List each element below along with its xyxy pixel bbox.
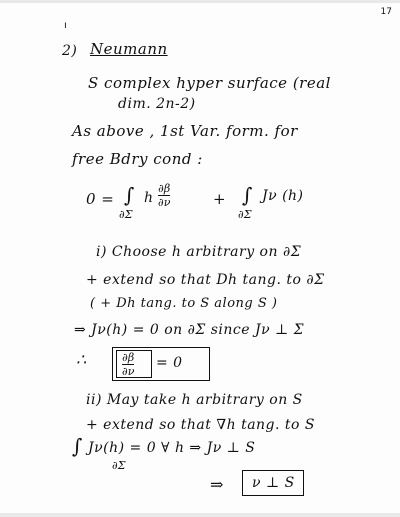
bottom-scan-edge xyxy=(0,513,400,517)
page-number: 17 xyxy=(380,7,392,17)
line-first-var-form: As above , 1st Var. form. for xyxy=(72,122,298,140)
line-complex-hypersurface: S complex hyper surface (real xyxy=(88,74,331,92)
integral-sign-1: ∫ xyxy=(124,183,135,207)
boxed-equals-zero: = 0 xyxy=(156,355,183,371)
boxed-fraction-numerator: ∂β xyxy=(122,351,135,364)
line-integral-zero: Jν(h) = 0 ∀ h ⇒ Jν ⊥ S xyxy=(88,440,256,456)
integral-domain-2: ∂Σ xyxy=(238,208,252,221)
line-extend-grad-h: + extend so that ∇h tang. to S xyxy=(86,417,316,433)
fraction-numerator: ∂β xyxy=(158,182,171,195)
line-extend-dh: + extend so that Dh tang. to ∂Σ xyxy=(86,272,325,288)
final-result-nu-perp-s: ν ⊥ S xyxy=(252,475,295,491)
top-scan-edge xyxy=(0,0,400,3)
eq-fraction-dbeta-dnu xyxy=(158,183,170,208)
therefore-symbol: ∴ xyxy=(76,350,87,369)
line-dh-tang-along-s: ( + Dh tang. to S along S ) xyxy=(90,296,278,311)
fraction-denominator: ∂ν xyxy=(158,196,171,209)
eq-h: h xyxy=(144,190,154,206)
line-may-take-h: ii) May take h arbitrary on S xyxy=(86,392,303,408)
final-implies-arrow: ⇒ xyxy=(210,475,224,494)
integral-sign-3: ∫ xyxy=(72,434,83,458)
line-jv-zero: ⇒ Jν(h) = 0 on ∂Σ since Jν ⊥ Σ xyxy=(74,322,305,338)
integral-domain-1: ∂Σ xyxy=(119,208,133,221)
eq-lhs: 0 = xyxy=(86,190,115,208)
eq-rhs: Jν (h) xyxy=(262,188,304,204)
section-title: Neumann xyxy=(90,40,168,58)
line-real-dim: dim. 2n-2) xyxy=(118,96,196,112)
line-free-bdry-cond: free Bdry cond : xyxy=(72,150,203,168)
integral-domain-3: ∂Σ xyxy=(112,459,126,472)
line-choose-h: i) Choose h arbitrary on ∂Σ xyxy=(96,244,302,260)
boxed-fraction-denominator: ∂ν xyxy=(122,365,135,378)
boxed-fraction-dbeta-dnu xyxy=(122,352,134,377)
eq-plus: + xyxy=(213,190,227,208)
margin-tick-mark: ı xyxy=(64,20,67,31)
integral-sign-2: ∫ xyxy=(242,183,253,207)
section-number: 2) xyxy=(62,43,78,59)
